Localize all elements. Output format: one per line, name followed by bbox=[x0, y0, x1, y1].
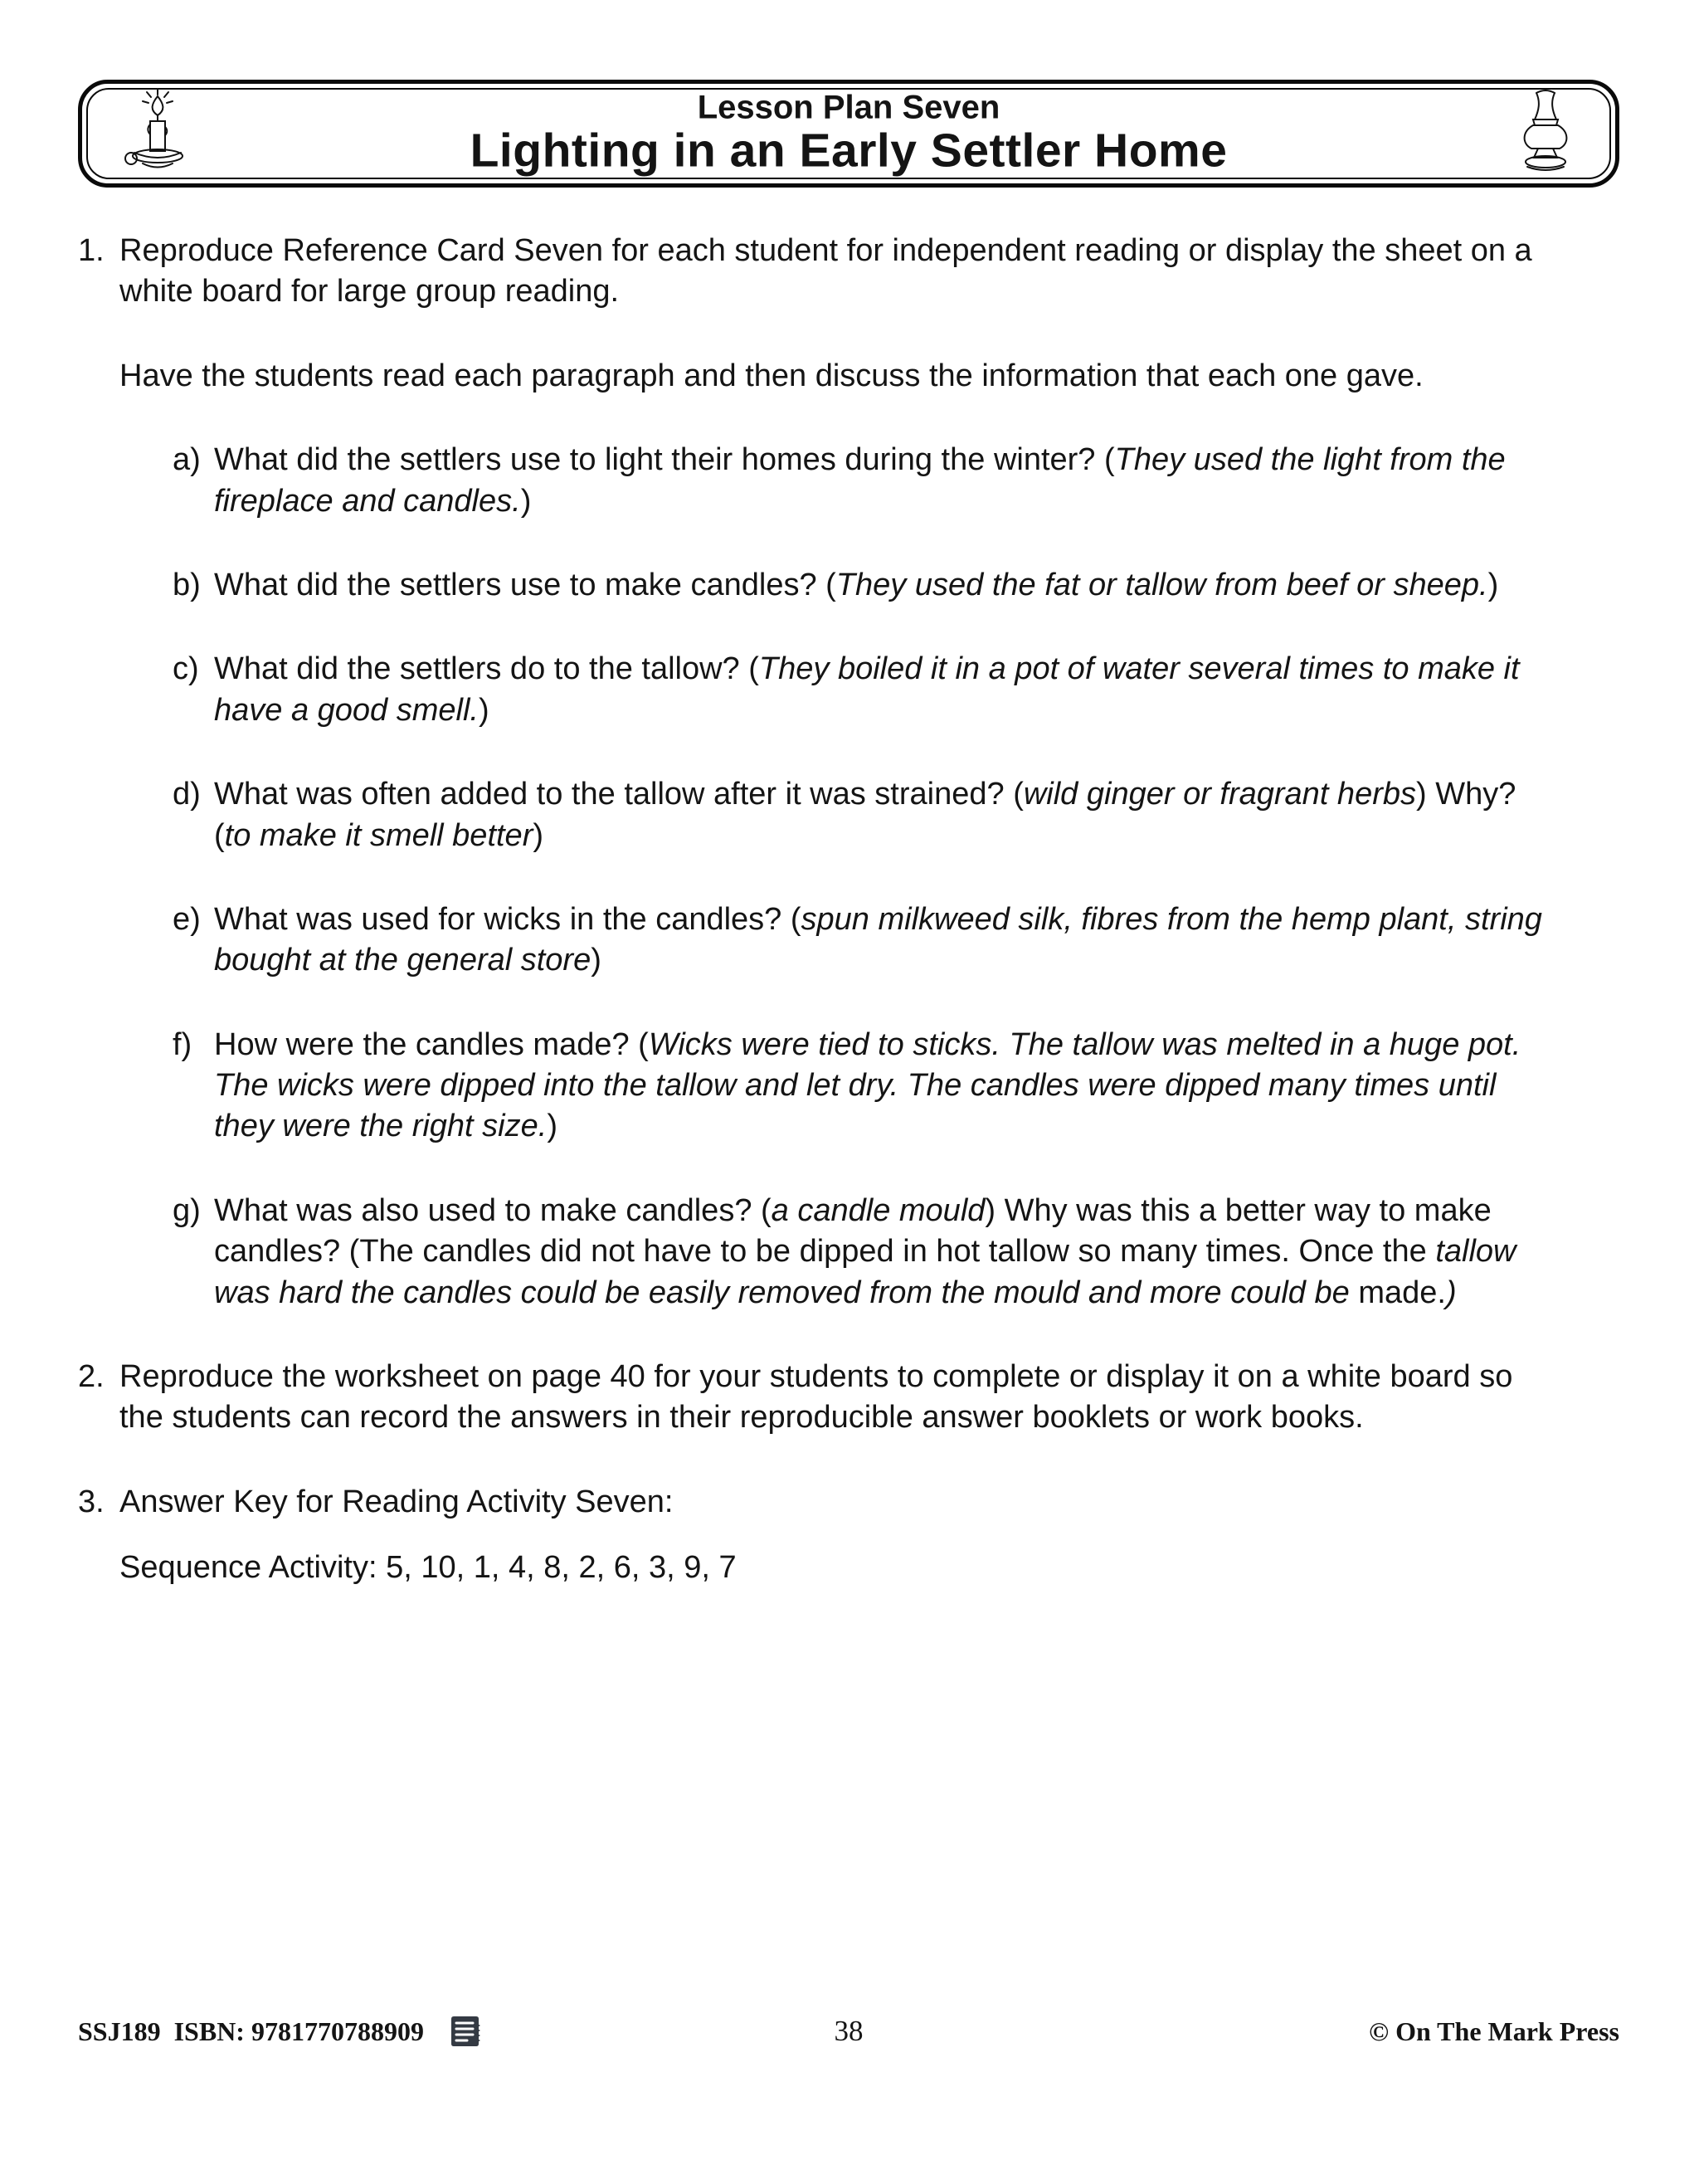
page-footer bbox=[78, 1950, 1619, 2113]
question-text: How were the candles made? (Wicks were tied to sticks. The tallow was melted in a huge pot. The wicks were dipped into the tallow and let dry. The candles were dipped many times until they were the right size.) bbox=[214, 1026, 1521, 1144]
question-letter: d) bbox=[173, 777, 201, 812]
question-item-e bbox=[173, 899, 1558, 982]
lesson-plan-subtitle: Lesson Plan Seven bbox=[697, 89, 1000, 126]
instruction-item-3 bbox=[78, 1482, 1558, 1589]
question-text: What was also used to make candles? (a candle mould) Why was this a better way to make candles? (The candles did not have to be dipped in hot tallow so many times. Once the tallow was hard the candles could be easily removed from the mould and more could be made.) bbox=[214, 1192, 1516, 1310]
question-text: What was often added to the tallow after it was strained? (wild ginger or fragrant herbs) Why? (to make it smell better) bbox=[214, 777, 1516, 853]
question-item-c bbox=[173, 649, 1558, 731]
question-letter: a) bbox=[173, 442, 201, 478]
item-body bbox=[119, 1357, 1558, 1439]
question-item-d bbox=[173, 774, 1558, 856]
item-number: 3. bbox=[78, 1484, 105, 1519]
page-number: 38 bbox=[834, 2015, 864, 2047]
title-block bbox=[88, 90, 1609, 178]
item-number: 2. bbox=[78, 1359, 105, 1395]
question-letter: b) bbox=[173, 567, 201, 602]
question-letter: f) bbox=[173, 1026, 192, 1062]
item-number: 1. bbox=[78, 233, 105, 268]
question-item-g bbox=[173, 1191, 1558, 1314]
question-text: What was used for wicks in the candles? (spun milkweed silk, fibres from the hemp plant, string bought at the general store) bbox=[214, 901, 1542, 978]
item-body bbox=[119, 231, 1558, 1314]
instruction-item-1 bbox=[78, 231, 1558, 1314]
booklet-icon bbox=[445, 1950, 499, 2113]
question-text: What did the settlers use to light their homes during the winter? (They used the light from the fireplace and candles.) bbox=[214, 442, 1506, 519]
product-code-block bbox=[78, 1950, 499, 2113]
title-banner bbox=[78, 80, 1619, 188]
answer-key-heading: Answer Key for Reading Activity Seven: bbox=[119, 1484, 674, 1519]
question-item-a bbox=[173, 440, 1558, 522]
question-letter: c) bbox=[173, 651, 199, 687]
product-code: SSJ189 ISBN: 9781770788909 bbox=[78, 2016, 424, 2046]
instruction-paragraph: Reproduce the worksheet on page 40 for your students to complete or display it on a white board so the students can record the answers in their reproducible answer booklets or work books. bbox=[119, 1359, 1513, 1436]
question-letter: g) bbox=[173, 1192, 201, 1228]
copyright: © On The Mark Press bbox=[1369, 2016, 1619, 2046]
question-list bbox=[173, 440, 1558, 1314]
title-banner-inner bbox=[86, 88, 1611, 179]
instruction-paragraph: Have the students read each paragraph and then discuss the information that each one gave. bbox=[119, 358, 1424, 393]
page-title: Lighting in an Early Settler Home bbox=[470, 124, 1228, 178]
question-letter: e) bbox=[173, 901, 201, 937]
question-text: What did the settlers use to make candles? (They used the fat or tallow from beef or sheep.) bbox=[214, 567, 1499, 602]
item-body bbox=[119, 1482, 1558, 1589]
question-text: What did the settlers do to the tallow? (They boiled it in a pot of water several times to make it have a good smell.) bbox=[214, 651, 1520, 728]
instruction-item-2 bbox=[78, 1357, 1558, 1439]
lesson-content bbox=[78, 188, 1619, 1589]
instruction-paragraph: Reproduce Reference Card Seven for each student for independent reading or display the sheet on a white board for large group reading. bbox=[119, 233, 1532, 310]
question-item-b bbox=[173, 565, 1558, 606]
question-item-f bbox=[173, 1025, 1558, 1148]
sequence-activity-answer: Sequence Activity: 5, 10, 1, 4, 8, 2, 6, 3, 9, 7 bbox=[119, 1550, 737, 1586]
